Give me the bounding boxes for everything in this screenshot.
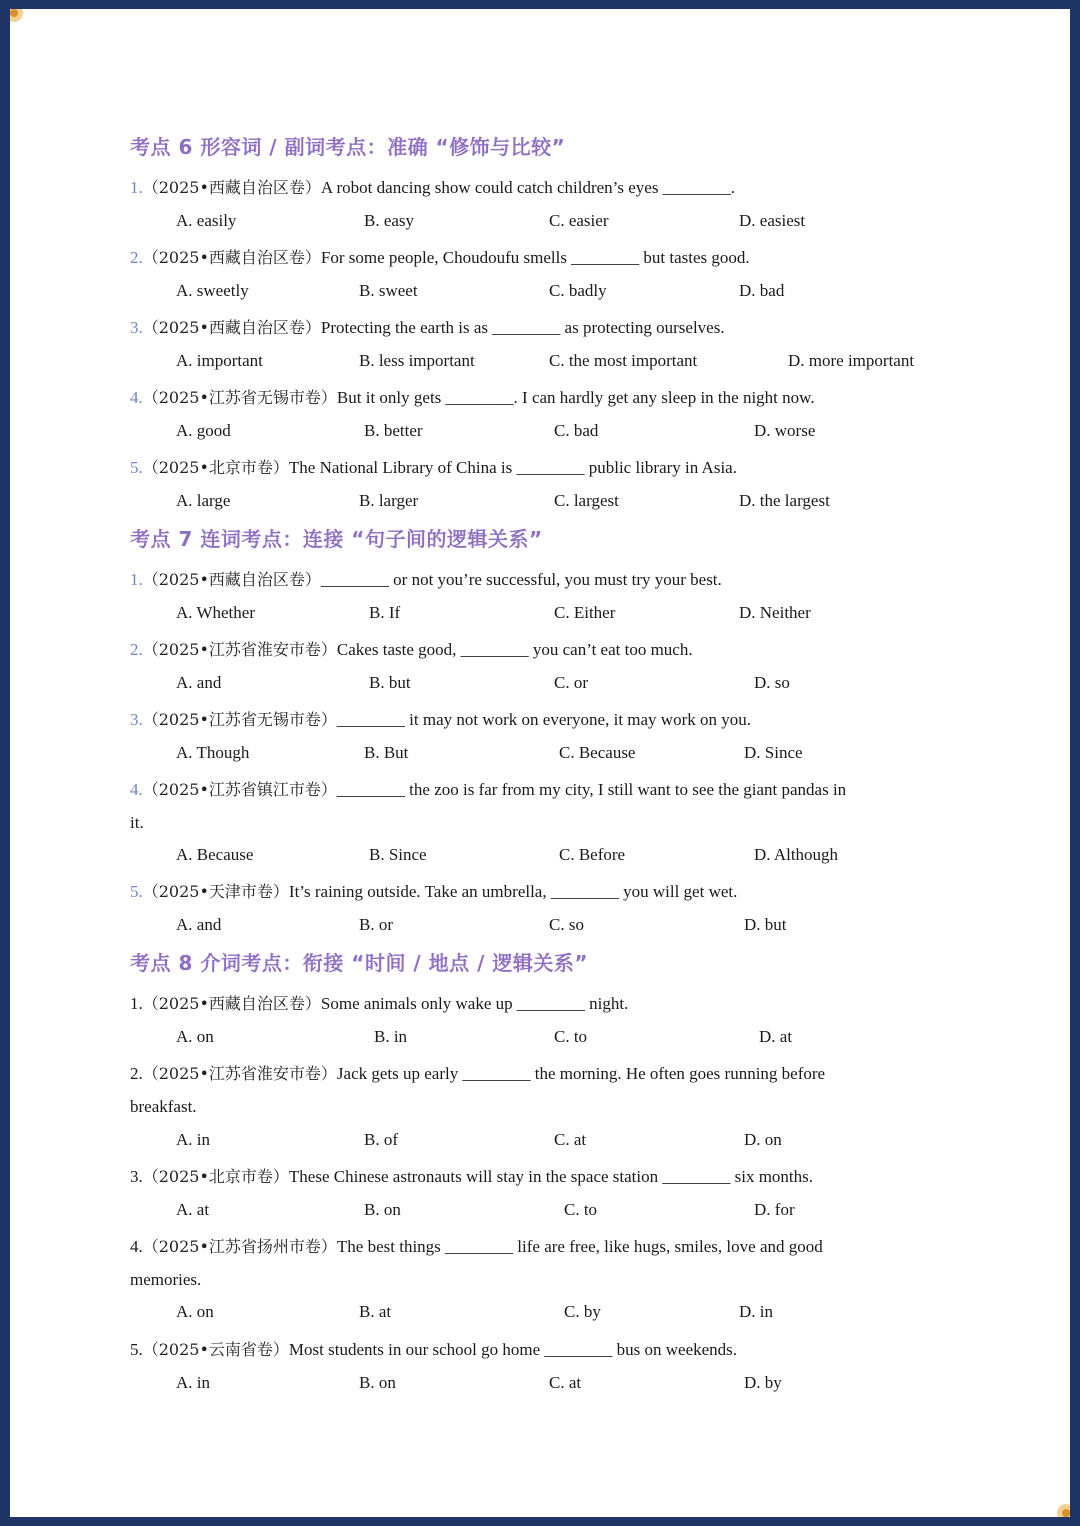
option-a: A. good: [176, 421, 231, 440]
option-a: A. large: [176, 491, 231, 510]
option-a: A. in: [176, 1130, 210, 1149]
question: 5.（2025•北京市卷）The National Library of China is ________ public library in Asia.: [130, 458, 737, 477]
option-b: B. Since: [369, 845, 427, 864]
option-c: C. Because: [559, 743, 636, 762]
option-d: D. more important: [788, 351, 915, 370]
option-b: B. sweet: [359, 281, 418, 300]
option-b: B. easy: [364, 211, 415, 230]
option-a: A. easily: [176, 211, 237, 230]
option-c: C. easier: [549, 211, 609, 230]
question: 1.（2025•西藏自治区卷）________ or not you’re successful, you must try your best.: [130, 570, 722, 589]
option-b: B. or: [359, 915, 393, 934]
option-a: A. sweetly: [176, 281, 249, 300]
option-d: D. so: [754, 673, 790, 692]
option-b: B. of: [364, 1130, 398, 1149]
options-row: [176, 211, 956, 233]
option-c: C. so: [549, 915, 584, 934]
options-row: [176, 603, 956, 625]
option-d: D. at: [759, 1027, 793, 1046]
option-c: C. at: [554, 1130, 587, 1149]
question: 3.（2025•西藏自治区卷）Protecting the earth is as ________ as protecting ourselves.: [130, 318, 725, 337]
option-a: A. and: [176, 673, 222, 692]
options-row: [176, 351, 956, 373]
worksheet-page: [10, 9, 1070, 1517]
options-row: [176, 1200, 956, 1222]
option-c: C. at: [549, 1373, 582, 1392]
option-d: D. bad: [739, 281, 785, 300]
option-a: A. on: [176, 1302, 214, 1321]
options-row: [176, 491, 956, 513]
question: 2.（2025•江苏省淮安市卷）Cakes taste good, ________ you can’t eat too much.: [130, 640, 693, 659]
question: 3.（2025•北京市卷）These Chinese astronauts will stay in the space station ________ six months.: [130, 1167, 814, 1186]
option-a: A. Whether: [176, 603, 255, 622]
question: 5.（2025•云南省卷）Most students in our school go home ________ bus on weekends.: [130, 1340, 738, 1359]
options-row: [176, 1130, 956, 1152]
section-title: 考点 8 介词考点：衔接 “时间 / 地点 / 逻辑关系”: [130, 951, 589, 975]
options-row: [176, 1027, 956, 1049]
option-a: A. and: [176, 915, 222, 934]
options-row: [176, 845, 956, 867]
option-a: A. on: [176, 1027, 214, 1046]
question: 1.（2025•西藏自治区卷）Some animals only wake up ________ night.: [130, 994, 629, 1013]
question-continuation: breakfast.: [130, 1097, 197, 1116]
option-d: D. by: [744, 1373, 782, 1392]
question: 5.（2025•天津市卷）It’s raining outside. Take an umbrella, ________ you will get wet.: [130, 882, 738, 901]
option-d: D. Neither: [739, 603, 811, 622]
section-title: 考点 6 形容词 / 副词考点：准确 “修饰与比较”: [130, 135, 566, 159]
option-c: C. badly: [549, 281, 607, 300]
option-b: B. less important: [359, 351, 475, 370]
question: 4.（2025•江苏省扬州市卷）The best things ________ life are free, like hugs, smiles, love and good: [130, 1237, 823, 1256]
option-d: D. in: [739, 1302, 773, 1321]
question: 1.（2025•西藏自治区卷）A robot dancing show could catch children’s eyes ________.: [130, 178, 735, 197]
option-d: D. for: [754, 1200, 795, 1219]
option-b: B. better: [364, 421, 423, 440]
question: 2.（2025•江苏省淮安市卷）Jack gets up early ________ the morning. He often goes running before: [130, 1064, 826, 1083]
option-a: A. Because: [176, 845, 254, 864]
question: 4.（2025•江苏省无锡市卷）But it only gets ________. I can hardly get any sleep in the night now.: [130, 388, 815, 407]
option-c: C. to: [564, 1200, 598, 1219]
option-d: D. worse: [754, 421, 816, 440]
options-row: [176, 673, 956, 695]
option-d: D. Since: [744, 743, 803, 762]
option-d: D. Although: [754, 845, 839, 864]
option-d: D. easiest: [739, 211, 806, 230]
corner-ornament-icon: [1048, 1495, 1070, 1517]
question: 2.（2025•西藏自治区卷）For some people, Choudoufu smells ________ but tastes good.: [130, 248, 750, 267]
option-b: B. on: [364, 1200, 401, 1219]
option-c: C. or: [554, 673, 588, 692]
option-d: D. but: [744, 915, 787, 934]
option-c: C. Before: [559, 845, 626, 864]
question: 4.（2025•江苏省镇江市卷）________ the zoo is far from my city, I still want to see the giant pandas in: [130, 780, 847, 799]
option-a: A. at: [176, 1200, 210, 1219]
section-title: 考点 7 连词考点：连接 “句子间的逻辑关系”: [130, 527, 543, 551]
options-row: [176, 281, 956, 303]
option-d: D. the largest: [739, 491, 830, 510]
option-c: C. to: [554, 1027, 588, 1046]
question-continuation: it.: [130, 813, 144, 832]
option-b: B. larger: [359, 491, 419, 510]
option-b: B. but: [369, 673, 411, 692]
option-b: B. If: [369, 603, 401, 622]
option-d: D. on: [744, 1130, 782, 1149]
options-row: [176, 421, 956, 443]
option-b: B. But: [364, 743, 409, 762]
option-a: A. in: [176, 1373, 210, 1392]
options-row: [176, 1302, 956, 1324]
corner-ornament-icon: [10, 9, 32, 31]
option-c: C. the most important: [549, 351, 698, 370]
option-b: B. in: [374, 1027, 408, 1046]
option-c: C. Either: [554, 603, 616, 622]
option-c: C. largest: [554, 491, 619, 510]
option-b: B. on: [359, 1373, 396, 1392]
option-a: A. important: [176, 351, 263, 370]
option-c: C. bad: [554, 421, 599, 440]
option-a: A. Though: [176, 743, 250, 762]
question-continuation: memories.: [130, 1270, 202, 1289]
options-row: [176, 915, 956, 937]
option-b: B. at: [359, 1302, 392, 1321]
options-row: [176, 743, 956, 765]
options-row: [176, 1373, 956, 1395]
option-c: C. by: [564, 1302, 601, 1321]
question: 3.（2025•江苏省无锡市卷）________ it may not work on everyone, it may work on you.: [130, 710, 751, 729]
